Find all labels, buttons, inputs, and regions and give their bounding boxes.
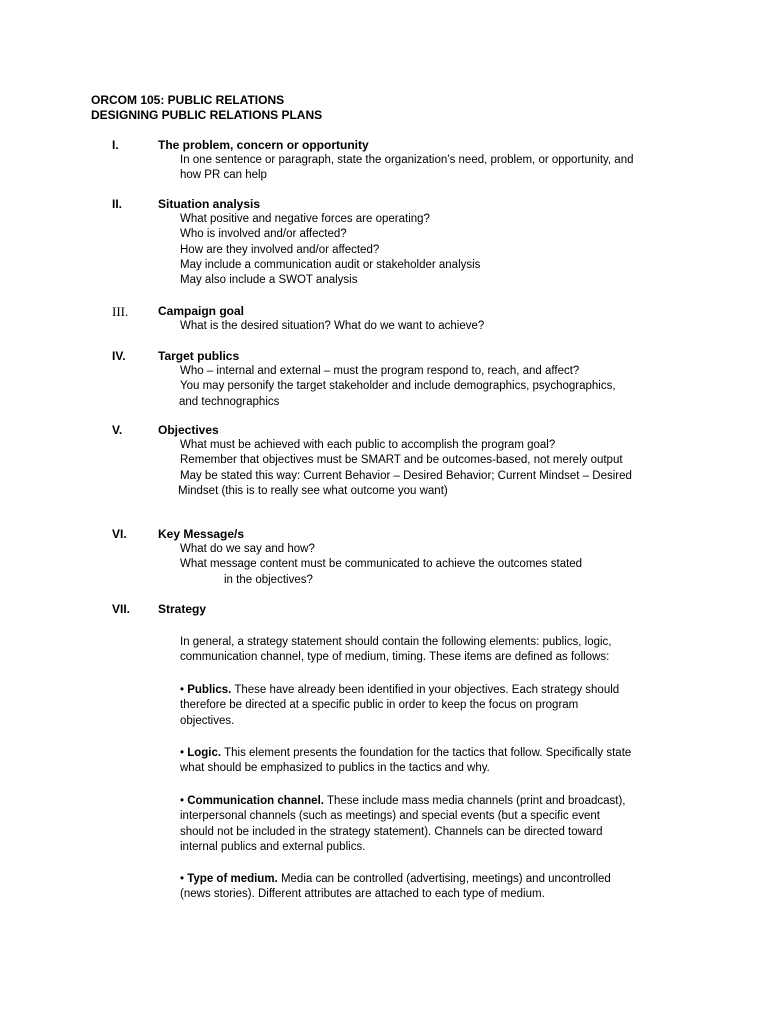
body-line: What is the desired situation? What do we want to achieve? xyxy=(180,320,485,332)
body-line: communication channel, type of medium, timing. These items are defined as follows: xyxy=(180,651,610,664)
strategy-item-type-of-medium xyxy=(180,872,690,903)
body-line: In general, a strategy statement should contain the following elements: publics, logic, xyxy=(180,636,612,648)
strategy-item-publics xyxy=(180,683,690,729)
section-numeral: VII. xyxy=(112,602,131,616)
body-line: Media can be controlled (advertising, meetings) and uncontrolled xyxy=(277,873,611,885)
body-line: These have already been identified in your objectives. Each strategy should xyxy=(231,684,620,696)
body-line: interpersonal channels (such as meetings) and special events (but a specific event xyxy=(180,810,600,823)
body-line: internal publics and external publics. xyxy=(180,840,366,853)
bullet: • xyxy=(180,795,185,807)
section-numeral: IV. xyxy=(112,349,126,363)
body-line: This element presents the foundation for the tactics that follow. Specifically state xyxy=(221,747,632,759)
section-title: Situation analysis xyxy=(158,197,261,211)
body-line: May include a communication audit or stakeholder analysis xyxy=(180,258,481,271)
body-line: how PR can help xyxy=(180,169,267,182)
section-numeral: I. xyxy=(112,138,119,152)
section-title: The problem, concern or opportunity xyxy=(158,138,369,152)
strategy-item-logic xyxy=(180,746,690,777)
body-line: What message content must be communicated to achieve the outcomes stated xyxy=(180,558,583,571)
body-line: You may personify the target stakeholder and include demographics, psychographics, xyxy=(180,380,616,393)
body-line: objectives. xyxy=(180,714,235,727)
bullet: • xyxy=(180,684,185,696)
section-numeral: V. xyxy=(112,423,123,437)
body-line: therefore be directed at a specific public in order to keep the focus on program xyxy=(180,699,579,712)
body-line: Remember that objectives must be SMART and be outcomes-based, not merely output xyxy=(180,454,623,467)
body-line: May also include a SWOT analysis xyxy=(180,274,358,287)
body-line: May be stated this way: Current Behavior – Desired Behavior; Current Mindset – Desired xyxy=(180,469,632,482)
bullet: • xyxy=(180,873,185,885)
section-body xyxy=(180,364,700,410)
section-body xyxy=(180,153,700,184)
body-line: Who is involved and/or affected? xyxy=(180,228,347,241)
section-body xyxy=(180,319,700,334)
section-numeral: VI. xyxy=(112,527,127,541)
document-title: DESIGNING PUBLIC RELATIONS PLANS xyxy=(91,108,323,122)
item-term: Publics. xyxy=(187,684,232,696)
course-title: ORCOM 105: PUBLIC RELATIONS xyxy=(91,93,285,107)
body-line: These include mass media channels (print and broadcast), xyxy=(323,795,626,807)
body-line: should not be included in the strategy statement). Channels can be directed toward xyxy=(180,825,603,838)
body-line: (news stories). Different attributes are attached to each type of medium. xyxy=(180,888,545,901)
document-header xyxy=(91,93,322,123)
section-title: Campaign goal xyxy=(158,304,245,318)
body-line: and technographics xyxy=(179,395,280,408)
item-term: Communication channel. xyxy=(187,795,324,807)
item-term: Logic. xyxy=(187,747,222,759)
body-line: what should be emphasized to publics in the tactics and why. xyxy=(180,762,490,775)
body-line: in the objectives? xyxy=(224,573,313,586)
body-line: How are they involved and/or affected? xyxy=(180,243,380,256)
section-numeral: II. xyxy=(112,197,123,211)
body-line: What positive and negative forces are operating? xyxy=(180,213,430,225)
bullet: • xyxy=(180,747,185,759)
strategy-item-communication-channel xyxy=(180,794,690,855)
body-line: Mindset (this is to really see what outcome you want) xyxy=(178,484,448,497)
section-body xyxy=(180,438,700,499)
body-line: What must be achieved with each public to accomplish the program goal? xyxy=(180,439,556,451)
item-term: Type of medium. xyxy=(187,873,278,885)
section-title: Target publics xyxy=(158,349,240,363)
section-numeral: III. xyxy=(112,304,129,319)
section-title: Strategy xyxy=(158,602,207,616)
body-line: What do we say and how? xyxy=(180,543,315,555)
section-title: Key Message/s xyxy=(158,527,245,541)
body-line: Who – internal and external – must the program respond to, reach, and affect? xyxy=(180,365,580,377)
section-body xyxy=(180,212,700,288)
section-body xyxy=(180,542,700,588)
body-line: In one sentence or paragraph, state the organization’s need, problem, or opportunity, and xyxy=(180,154,634,166)
section-title: Objectives xyxy=(158,423,219,437)
strategy-intro xyxy=(180,635,690,666)
